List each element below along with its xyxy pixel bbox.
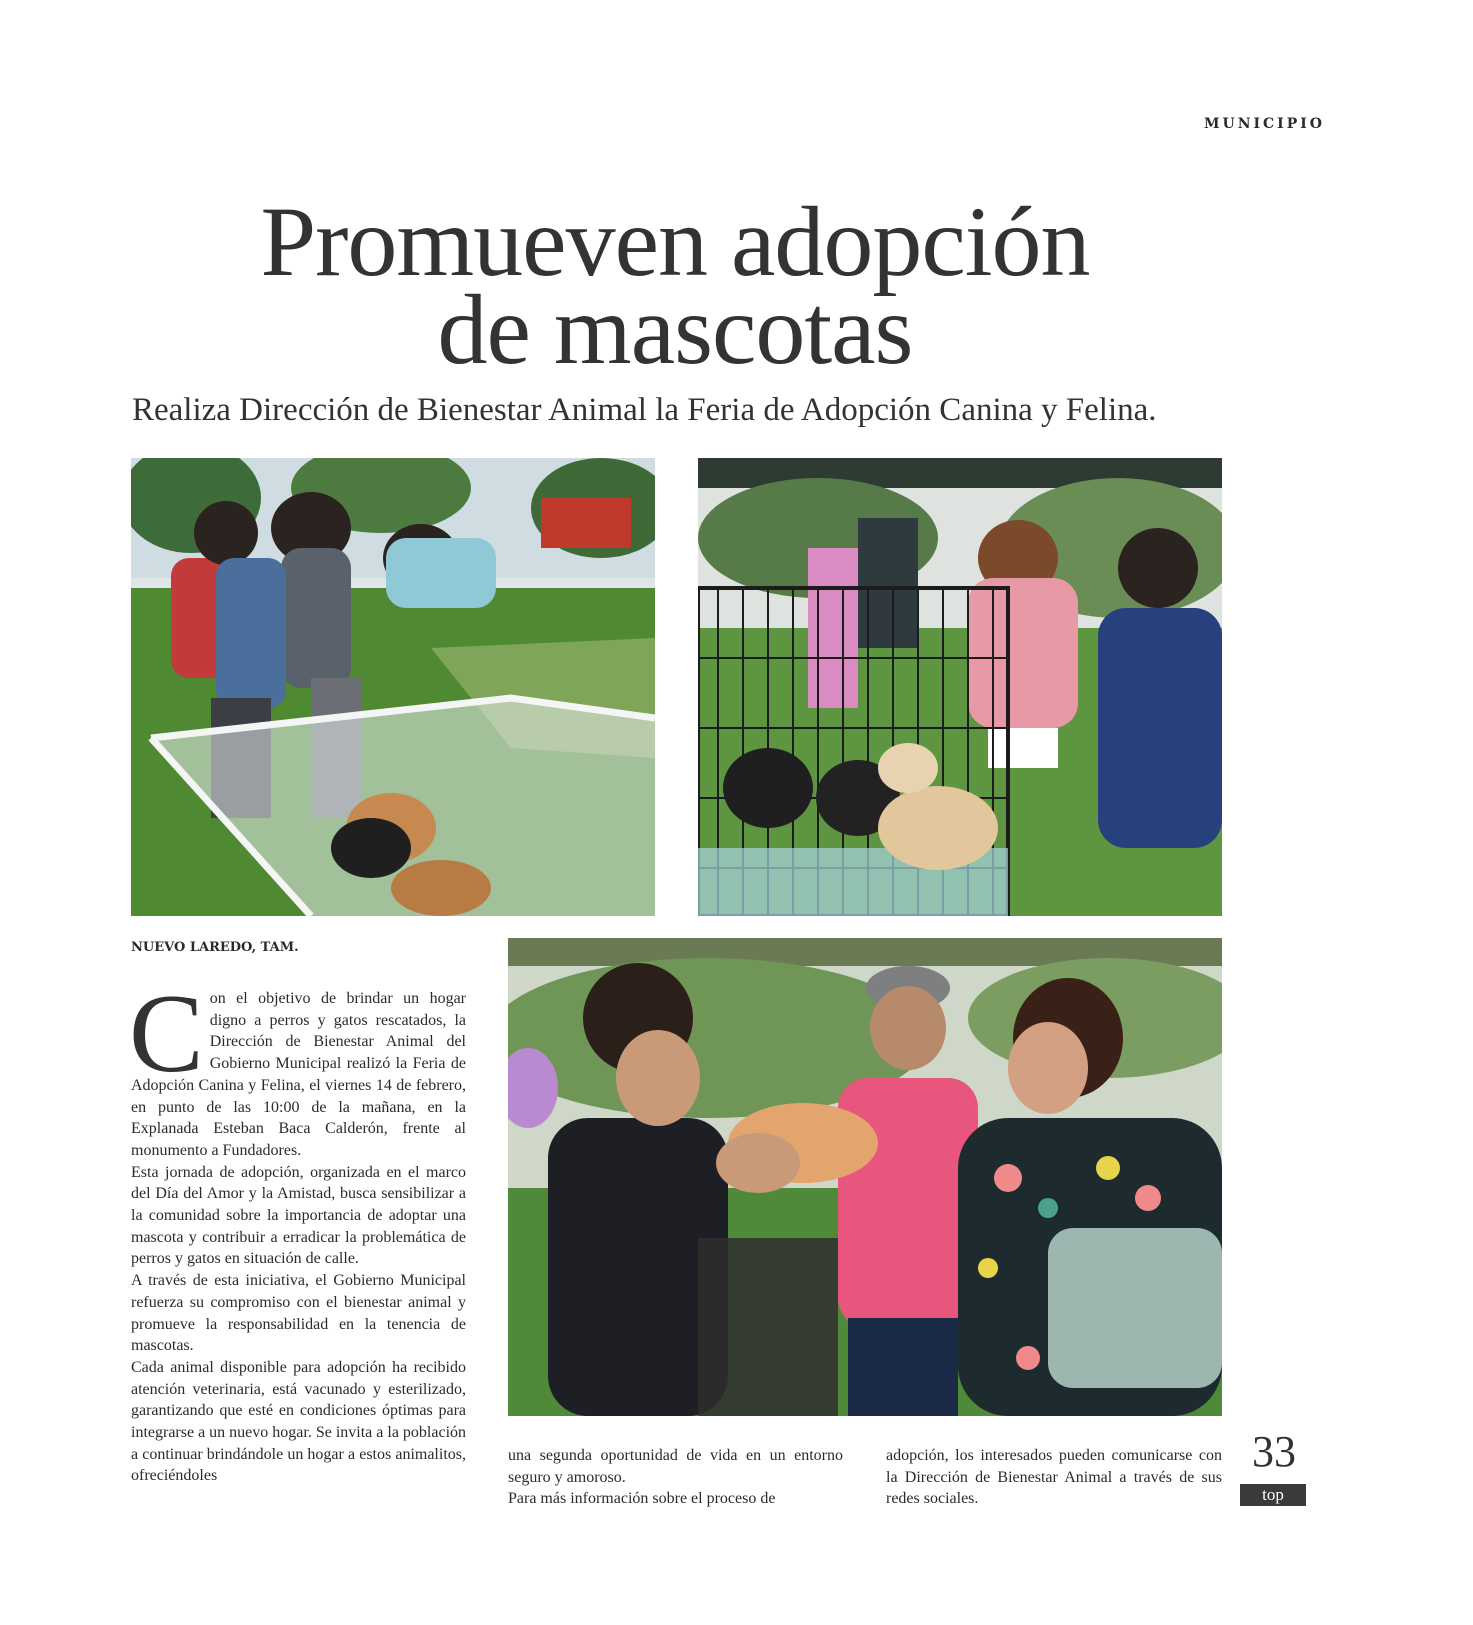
dateline: NUEVO LAREDO, TAM.	[131, 940, 299, 955]
paragraph: Para más información sobre el proceso de	[508, 1490, 776, 1508]
section-label: MUNICIPIO	[1203, 116, 1325, 132]
paragraph: A través de esta iniciativa, el Gobierno Municipal refuerza su compromiso con el bienestar animal y promueve la responsabilidad en la tenencia de mascotas.	[131, 1272, 466, 1355]
paragraph: Esta jornada de adopción, organizada en el marco del Día del Amor y la Amistad, busca sensibilizar a la comunidad sobre la importancia de adoptar una mascota y contribuir a erradicar la problemática de perros y gatos en situación de calle.	[131, 1163, 466, 1268]
women-holding-puppy-photo	[508, 938, 1222, 1416]
title-line-2: de mascotas	[437, 274, 913, 385]
article-title	[0, 186, 1350, 385]
page-number: 33	[1252, 1427, 1296, 1476]
article-column-3	[886, 1445, 1222, 1510]
children-with-puppies-photo	[131, 458, 655, 916]
article-column-2	[508, 1445, 843, 1510]
paragraph: Cada animal disponible para adopción ha recibido atención veterinaria, está vacunado y esterilizado, garantizando que esté en condiciones óptimas para integrarse a un nuevo hogar. Se invita a la población a continuar brindándole un hogar a estos animalitos, ofreciéndoles	[131, 1358, 467, 1485]
article-column-1	[129, 972, 467, 1487]
title-line-1: Promueven adopción	[260, 186, 1090, 297]
article-subtitle: Realiza Dirección de Bienestar Animal la Feria de Adopción Canina y Felina.	[132, 392, 1157, 428]
magazine-brand-badge: top	[1240, 1484, 1306, 1506]
paragraph: on el objetivo de brindar un hogar digno a perros y gatos rescatados, la Dirección de Bienestar Animal del Gobierno Municipal realizó la Feria de Adopción Canina y Felina, el viernes 14 de febrero, en punto de las 10:00 de la mañana, en la Explanada Esteban Baca Calderón, frente al monumento a Fundadores.	[131, 990, 466, 1159]
drop-cap: C	[129, 972, 204, 1096]
paragraph: una segunda oportunidad de vida en un entorno seguro y amoroso.	[508, 1447, 843, 1486]
paragraph: adopción, los interesados pueden comunicarse con la Dirección de Bienestar Animal a través de sus redes sociales.	[886, 1447, 1222, 1508]
kennel-with-puppies-photo	[698, 458, 1222, 916]
